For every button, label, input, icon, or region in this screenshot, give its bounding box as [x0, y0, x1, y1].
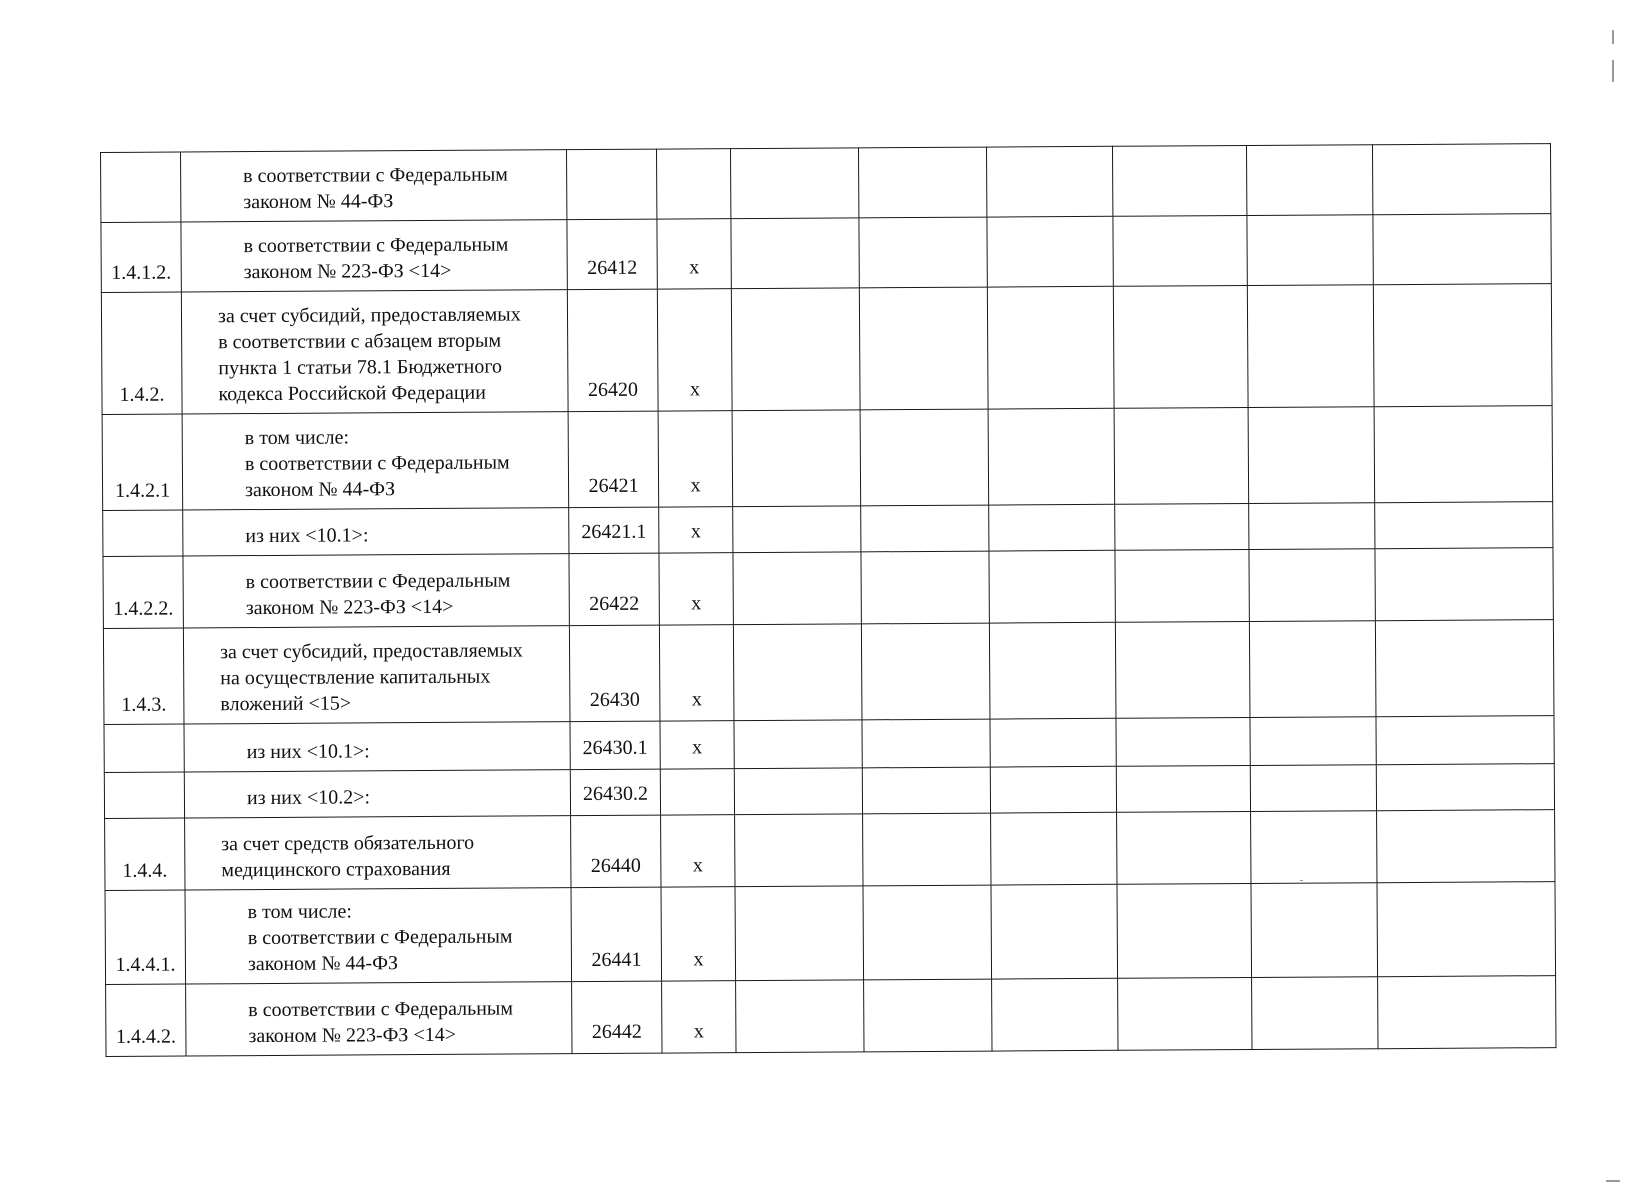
description-line: вложений <15> — [220, 692, 352, 716]
empty-value-cell — [1373, 214, 1551, 285]
row-code: 26412 — [567, 219, 657, 290]
empty-value-cell — [736, 980, 864, 1053]
empty-value-cell — [860, 409, 989, 506]
row-description — [181, 150, 567, 222]
empty-value-cell — [1376, 764, 1554, 811]
row-description — [183, 554, 569, 628]
empty-value-cell — [862, 767, 990, 814]
empty-value-cell — [1117, 883, 1252, 978]
empty-value-cell — [864, 979, 992, 1052]
row-number: 1.4.3. — [103, 628, 184, 724]
empty-value-cell — [989, 550, 1115, 623]
empty-value-cell — [1113, 215, 1247, 286]
row-code: 26421 — [568, 411, 659, 508]
row-description — [184, 722, 570, 772]
row-mark: x — [662, 981, 736, 1053]
empty-value-cell — [861, 505, 989, 552]
empty-value-cell — [1247, 215, 1373, 286]
table-row — [101, 284, 1552, 415]
description-line: в соответствии с Федеральным — [248, 997, 514, 1022]
row-mark: x — [659, 625, 734, 721]
row-mark: x — [657, 219, 731, 289]
description-line: на осуществление капитальных — [220, 665, 491, 690]
description-line: законом № 223-ФЗ <14> — [245, 595, 454, 620]
scan-speck — [1606, 1180, 1620, 1182]
description-line: в том числе: — [247, 900, 352, 924]
empty-value-cell — [987, 286, 1114, 409]
row-code: 26420 — [567, 289, 658, 412]
empty-value-cell — [1377, 882, 1556, 977]
empty-value-cell — [990, 766, 1116, 813]
description-line: кодекса Российской Федерации — [218, 381, 486, 406]
row-description — [184, 770, 570, 818]
empty-value-cell — [859, 217, 987, 288]
empty-value-cell — [1117, 811, 1251, 884]
empty-value-cell — [992, 978, 1118, 1051]
description-line: в соответствии с Федеральным — [243, 233, 509, 258]
row-code: 26422 — [569, 553, 659, 626]
row-code: 26430.2 — [570, 769, 660, 816]
description-line: в соответствии с Федеральным — [245, 569, 511, 594]
description-line: законом № 44-ФЗ — [245, 478, 396, 502]
empty-value-cell — [731, 288, 860, 411]
row-code: 26430 — [569, 625, 660, 722]
empty-value-cell — [986, 146, 1112, 217]
empty-value-cell — [1116, 765, 1250, 812]
table-body — [101, 144, 1556, 1057]
description-line: за счет средств обязательного — [221, 831, 475, 856]
empty-value-cell — [1251, 883, 1378, 978]
description-line: в соответствии с абзацем вторым — [218, 329, 502, 354]
empty-value-cell — [863, 885, 992, 980]
row-number — [103, 510, 183, 556]
description-line: за счет субсидий, предоставляемых — [219, 639, 523, 664]
empty-value-cell — [733, 552, 861, 625]
empty-value-cell — [1249, 549, 1375, 622]
empty-value-cell — [734, 720, 862, 769]
empty-value-cell — [991, 812, 1117, 885]
description-line: в соответствии с Федеральным — [244, 451, 510, 476]
form-table — [100, 143, 1557, 1057]
description-line: из них <10.1>: — [245, 524, 369, 548]
empty-value-cell — [861, 623, 990, 720]
row-description — [181, 220, 567, 292]
table-row — [105, 882, 1556, 985]
empty-value-cell — [734, 768, 862, 815]
table-row — [103, 548, 1553, 629]
description-line: в соответствии с Федеральным — [243, 163, 508, 188]
scan-speck — [1612, 60, 1614, 82]
description-line: законом № 223-ФЗ <14> — [248, 1023, 457, 1048]
empty-value-cell — [1375, 502, 1553, 549]
empty-value-cell — [733, 506, 861, 553]
row-mark: x — [659, 507, 733, 553]
row-description — [183, 508, 569, 556]
empty-value-cell — [733, 624, 862, 721]
empty-value-cell — [1250, 765, 1376, 812]
empty-value-cell — [858, 147, 986, 218]
empty-value-cell — [1252, 977, 1378, 1050]
row-code: 26421.1 — [569, 507, 659, 554]
empty-value-cell — [988, 408, 1115, 505]
empty-value-cell — [735, 886, 864, 981]
row-description — [182, 412, 569, 510]
empty-value-cell — [1246, 145, 1372, 216]
row-number: 1.4.1.2. — [101, 222, 181, 292]
description-line: за счет субсидий, предоставляемых — [217, 303, 521, 328]
table-row — [106, 976, 1556, 1057]
description-line: пункта 1 статьи 78.1 Бюджетного — [218, 355, 503, 380]
row-description — [185, 816, 571, 890]
row-description — [183, 626, 570, 724]
description-line: в соответствии с Федеральным — [247, 925, 513, 950]
row-code: 26440 — [571, 815, 661, 888]
empty-value-cell — [1247, 285, 1374, 408]
empty-value-cell — [861, 551, 989, 624]
row-mark: x — [658, 411, 733, 507]
row-code: 26442 — [572, 981, 662, 1054]
description-line: из них <10.2>: — [246, 786, 371, 810]
empty-value-cell — [1378, 976, 1556, 1049]
empty-value-cell — [1375, 548, 1553, 621]
empty-value-cell — [1375, 620, 1554, 717]
empty-value-cell — [1114, 407, 1249, 504]
empty-value-cell — [989, 504, 1115, 551]
row-code: 26441 — [571, 887, 662, 982]
empty-value-cell — [1249, 503, 1375, 550]
row-mark — [660, 769, 734, 815]
row-number — [104, 724, 184, 772]
empty-value-cell — [731, 218, 859, 289]
empty-value-cell — [1113, 285, 1248, 408]
empty-value-cell — [1118, 977, 1252, 1050]
empty-value-cell — [735, 814, 863, 887]
empty-value-cell — [732, 410, 861, 507]
table-row — [103, 620, 1554, 725]
row-code: 26430.1 — [570, 721, 660, 770]
empty-value-cell — [990, 718, 1116, 767]
empty-value-cell — [989, 622, 1116, 719]
empty-value-cell — [991, 884, 1118, 979]
row-number: 1.4.2. — [101, 292, 182, 414]
row-description — [185, 888, 572, 984]
empty-value-cell — [1374, 406, 1553, 503]
row-description — [186, 982, 572, 1056]
empty-value-cell — [1115, 503, 1249, 550]
empty-value-cell — [863, 813, 991, 886]
row-code — [566, 149, 656, 220]
empty-value-cell — [1251, 811, 1377, 884]
empty-value-cell — [1116, 717, 1250, 766]
empty-value-cell — [1115, 549, 1249, 622]
empty-value-cell — [1372, 144, 1550, 215]
row-number: 1.4.4.1. — [105, 890, 186, 984]
row-number — [101, 152, 181, 222]
empty-value-cell — [730, 148, 858, 219]
description-line: медицинского страхования — [221, 857, 451, 882]
table-row — [102, 406, 1553, 511]
table-row — [105, 810, 1555, 891]
row-mark: x — [660, 721, 734, 769]
empty-value-cell — [1249, 621, 1376, 718]
row-description — [181, 290, 568, 414]
row-mark: x — [657, 289, 732, 411]
row-number: 1.4.2.1 — [102, 414, 183, 510]
empty-value-cell — [1377, 810, 1555, 883]
empty-value-cell — [1112, 145, 1246, 216]
row-number: 1.4.2.2. — [103, 556, 183, 628]
empty-value-cell — [862, 719, 990, 768]
scan-speck — [1612, 30, 1614, 44]
empty-value-cell — [1373, 284, 1552, 407]
row-mark: x — [661, 887, 736, 981]
empty-value-cell — [859, 287, 988, 410]
empty-value-cell — [1248, 407, 1375, 504]
empty-value-cell — [1115, 621, 1250, 718]
row-number: 1.4.4.2. — [106, 984, 186, 1056]
row-mark — [656, 149, 730, 219]
empty-value-cell — [1376, 716, 1554, 765]
table-row — [101, 144, 1551, 223]
empty-value-cell — [987, 216, 1113, 287]
row-mark: x — [659, 553, 733, 625]
scan-speck — [1300, 880, 1303, 881]
description-line: законом № 44-ФЗ — [243, 190, 394, 214]
description-line: в том числе: — [244, 426, 350, 450]
table-row — [101, 214, 1551, 293]
description-line: законом № 44-ФЗ — [247, 952, 399, 976]
row-number — [104, 772, 184, 818]
empty-value-cell — [1250, 717, 1376, 766]
row-number: 1.4.4. — [105, 818, 185, 890]
row-mark: x — [661, 815, 735, 887]
description-line: из них <10.1>: — [246, 740, 370, 764]
description-line: законом № 223-ФЗ <14> — [243, 259, 452, 284]
